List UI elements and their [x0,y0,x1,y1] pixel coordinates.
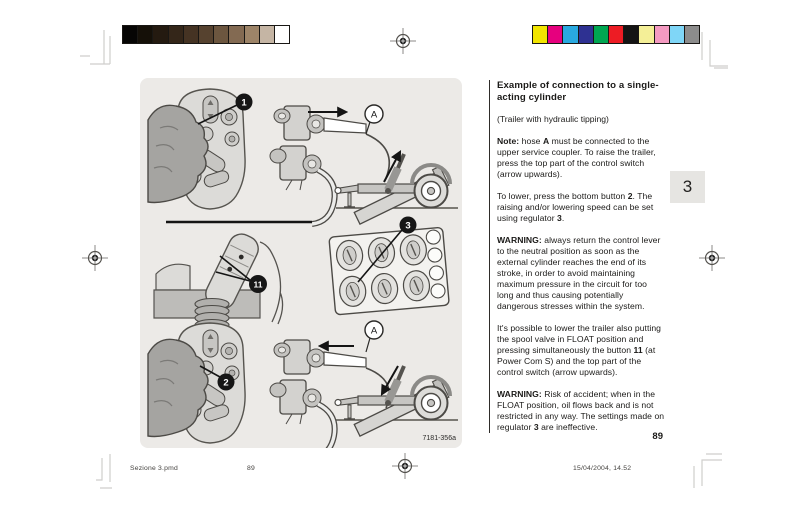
figure-panel [140,78,462,448]
paragraph: WARNING: Risk of accident; when in the FLOAT position, oil flows back and is not restricted in any way. The settings made on regulator 3 are ineffective. [497,389,665,432]
page-number: 89 [652,431,663,442]
callout-badge-11 [249,275,267,293]
calibration-swatch [260,26,275,43]
registration-mark-top [390,28,416,54]
svg-text:A: A [370,325,378,337]
calibration-swatch [184,26,199,43]
calibration-swatch [229,26,244,43]
calibration-swatch [563,26,578,43]
color-calibration-bar [532,25,700,44]
calibration-swatch [639,26,654,43]
calibration-swatch [169,26,184,43]
calibration-swatch [624,26,639,43]
article-subheading: (Trailer with hydraulic tipping) [497,114,609,124]
article-heading: Example of connection to a single-acting cylinder [497,80,659,103]
footer-file-name: Sezione 3.pmd [130,465,178,472]
article [497,80,665,444]
calibration-swatch [609,26,624,43]
svg-text:A: A [370,109,378,121]
calibration-swatch [138,26,153,43]
grayscale-calibration-bar [122,25,290,44]
registration-mark-right [699,245,725,271]
calibration-swatch [245,26,260,43]
calibration-swatch [670,26,685,43]
calibration-swatch [214,26,229,43]
svg-text:3: 3 [405,220,411,232]
paragraph: WARNING: always return the control lever to the neutral position as soon as the external cylinder reaches the end of its stroke, in order to avoid maintaining maximum pressure in the circuit for too long and thus causing potentially dangerous stresses within the system. [497,235,661,311]
calibration-swatch [594,26,609,43]
svg-text:1: 1 [241,97,247,109]
footer-timestamp: 15/04/2004, 14.52 [573,465,632,472]
svg-text:2: 2 [223,377,229,389]
article-paragraphs [497,136,665,433]
calibration-swatch [275,26,289,43]
callout-badge-2 [218,374,235,391]
figure-illustration [140,78,462,448]
callout-badge-1 [236,94,253,111]
calibration-swatch [533,26,548,43]
calibration-swatch [548,26,563,43]
calibration-swatch [199,26,214,43]
calibration-swatch [685,26,699,43]
calibration-swatch [655,26,670,43]
callout-badge-3 [400,217,417,234]
crop-mark-bottom-left [96,452,136,498]
regulator-panel [329,227,449,315]
crop-mark-top-left [80,26,120,68]
paragraph: Note: hose A must be connected to the upper service coupler. To raise the trailer, press the top part of the control switch (arrow upwards). [497,136,656,179]
paragraph: It's possible to lower the trailer also putting the spool valve in FLOAT position and pressing simultaneously the button 11 (at Power Com S) and the top part of the control switch (arrow upwards). [497,323,662,377]
figure-code: 7181-356a [422,435,456,442]
registration-mark-left [82,245,108,271]
crop-mark-bottom-right [688,452,734,496]
footer-page-ref: 89 [247,465,255,472]
column-rule [489,80,490,433]
calibration-swatch [153,26,168,43]
calibration-swatch [123,26,138,43]
section-tab: 3 [670,171,705,203]
svg-text:11: 11 [253,279,263,290]
calibration-swatch [579,26,594,43]
paragraph: To lower, press the bottom button 2. The raising and/or lowering speed can be set using regulator 3. [497,191,654,223]
registration-mark-bottom [392,453,418,479]
